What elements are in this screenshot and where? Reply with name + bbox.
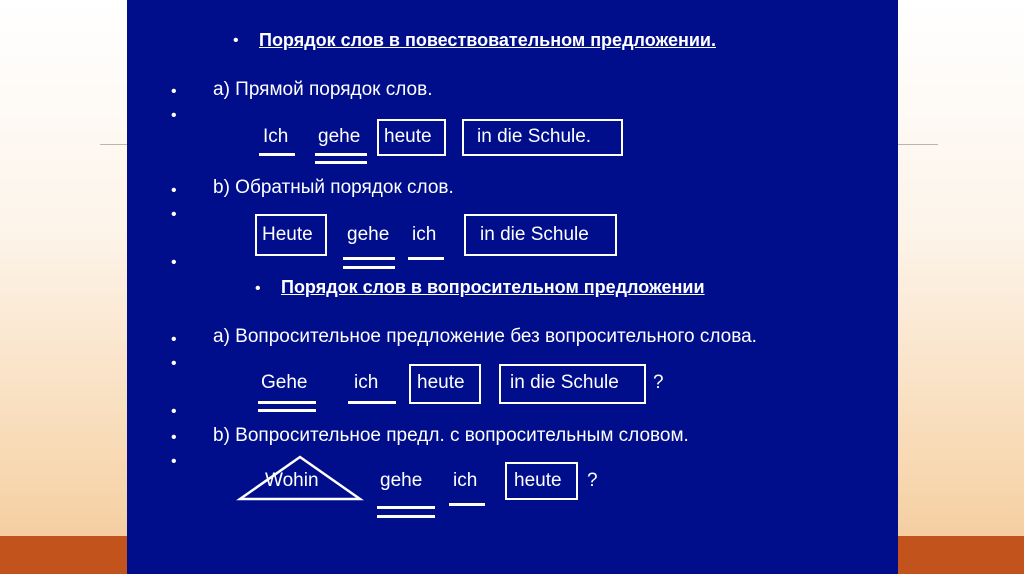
word-object: in die Schule [510,372,619,393]
bullet: • [171,83,177,100]
verb-underline-1 [258,401,316,404]
word-subject: ich [354,372,379,393]
word-subject: Ich [263,126,289,147]
bullet: • [171,182,177,199]
question-mark: ? [653,372,664,393]
bullet: • [171,403,177,420]
bullet: • [171,331,177,348]
word-adverb: heute [384,126,432,147]
word-subject: ich [412,224,437,245]
verb-underline-1 [377,506,435,509]
word-object: in die Schule. [477,126,592,147]
word-question: Wohin [265,470,319,491]
bullet: • [255,280,261,297]
subject-underline [348,401,396,404]
heading-interrogative: Порядок слов в вопросительном предложении [281,277,705,297]
subject-underline [259,153,295,156]
word-adverb: heute [417,372,465,393]
bullet: • [171,107,177,124]
bullet: • [171,254,177,271]
word-verb: gehe [347,224,390,245]
verb-underline-2 [343,266,395,269]
background-rule-right [898,144,938,145]
word-adverb: Heute [262,224,313,245]
bullet: • [171,355,177,372]
verb-underline-2 [377,515,435,518]
verb-underline-1 [343,257,395,260]
subject-underline [449,503,485,506]
question-word-triangle [236,455,364,503]
background-rule-left [100,144,130,145]
verb-underline-2 [258,409,316,412]
bullet: • [171,453,177,470]
triangle-shape [240,457,360,499]
verb-underline-1 [315,153,367,156]
verb-underline-2 [315,161,367,164]
subject-underline [408,257,444,260]
item-direct-order: а) Прямой порядок слов. [213,79,433,100]
word-object: in die Schule [480,224,589,245]
word-subject: ich [453,470,478,491]
bullet: • [171,429,177,446]
question-mark: ? [587,470,598,491]
word-verb: gehe [318,126,361,147]
item-question-no-word: а) Вопросительное предложение без вопросительного слова. [213,326,757,347]
bullet: • [171,206,177,223]
item-inverted-order: b) Обратный порядок слов. [213,177,454,198]
bullet: • [233,32,239,49]
word-adverb: heute [514,470,562,491]
word-verb: gehe [380,470,423,491]
item-question-with-word: b) Вопросительное предл. с вопросительным словом. [213,425,689,446]
heading-declarative: Порядок слов в повествовательном предложении. [259,30,716,50]
word-verb: Gehe [261,372,308,393]
